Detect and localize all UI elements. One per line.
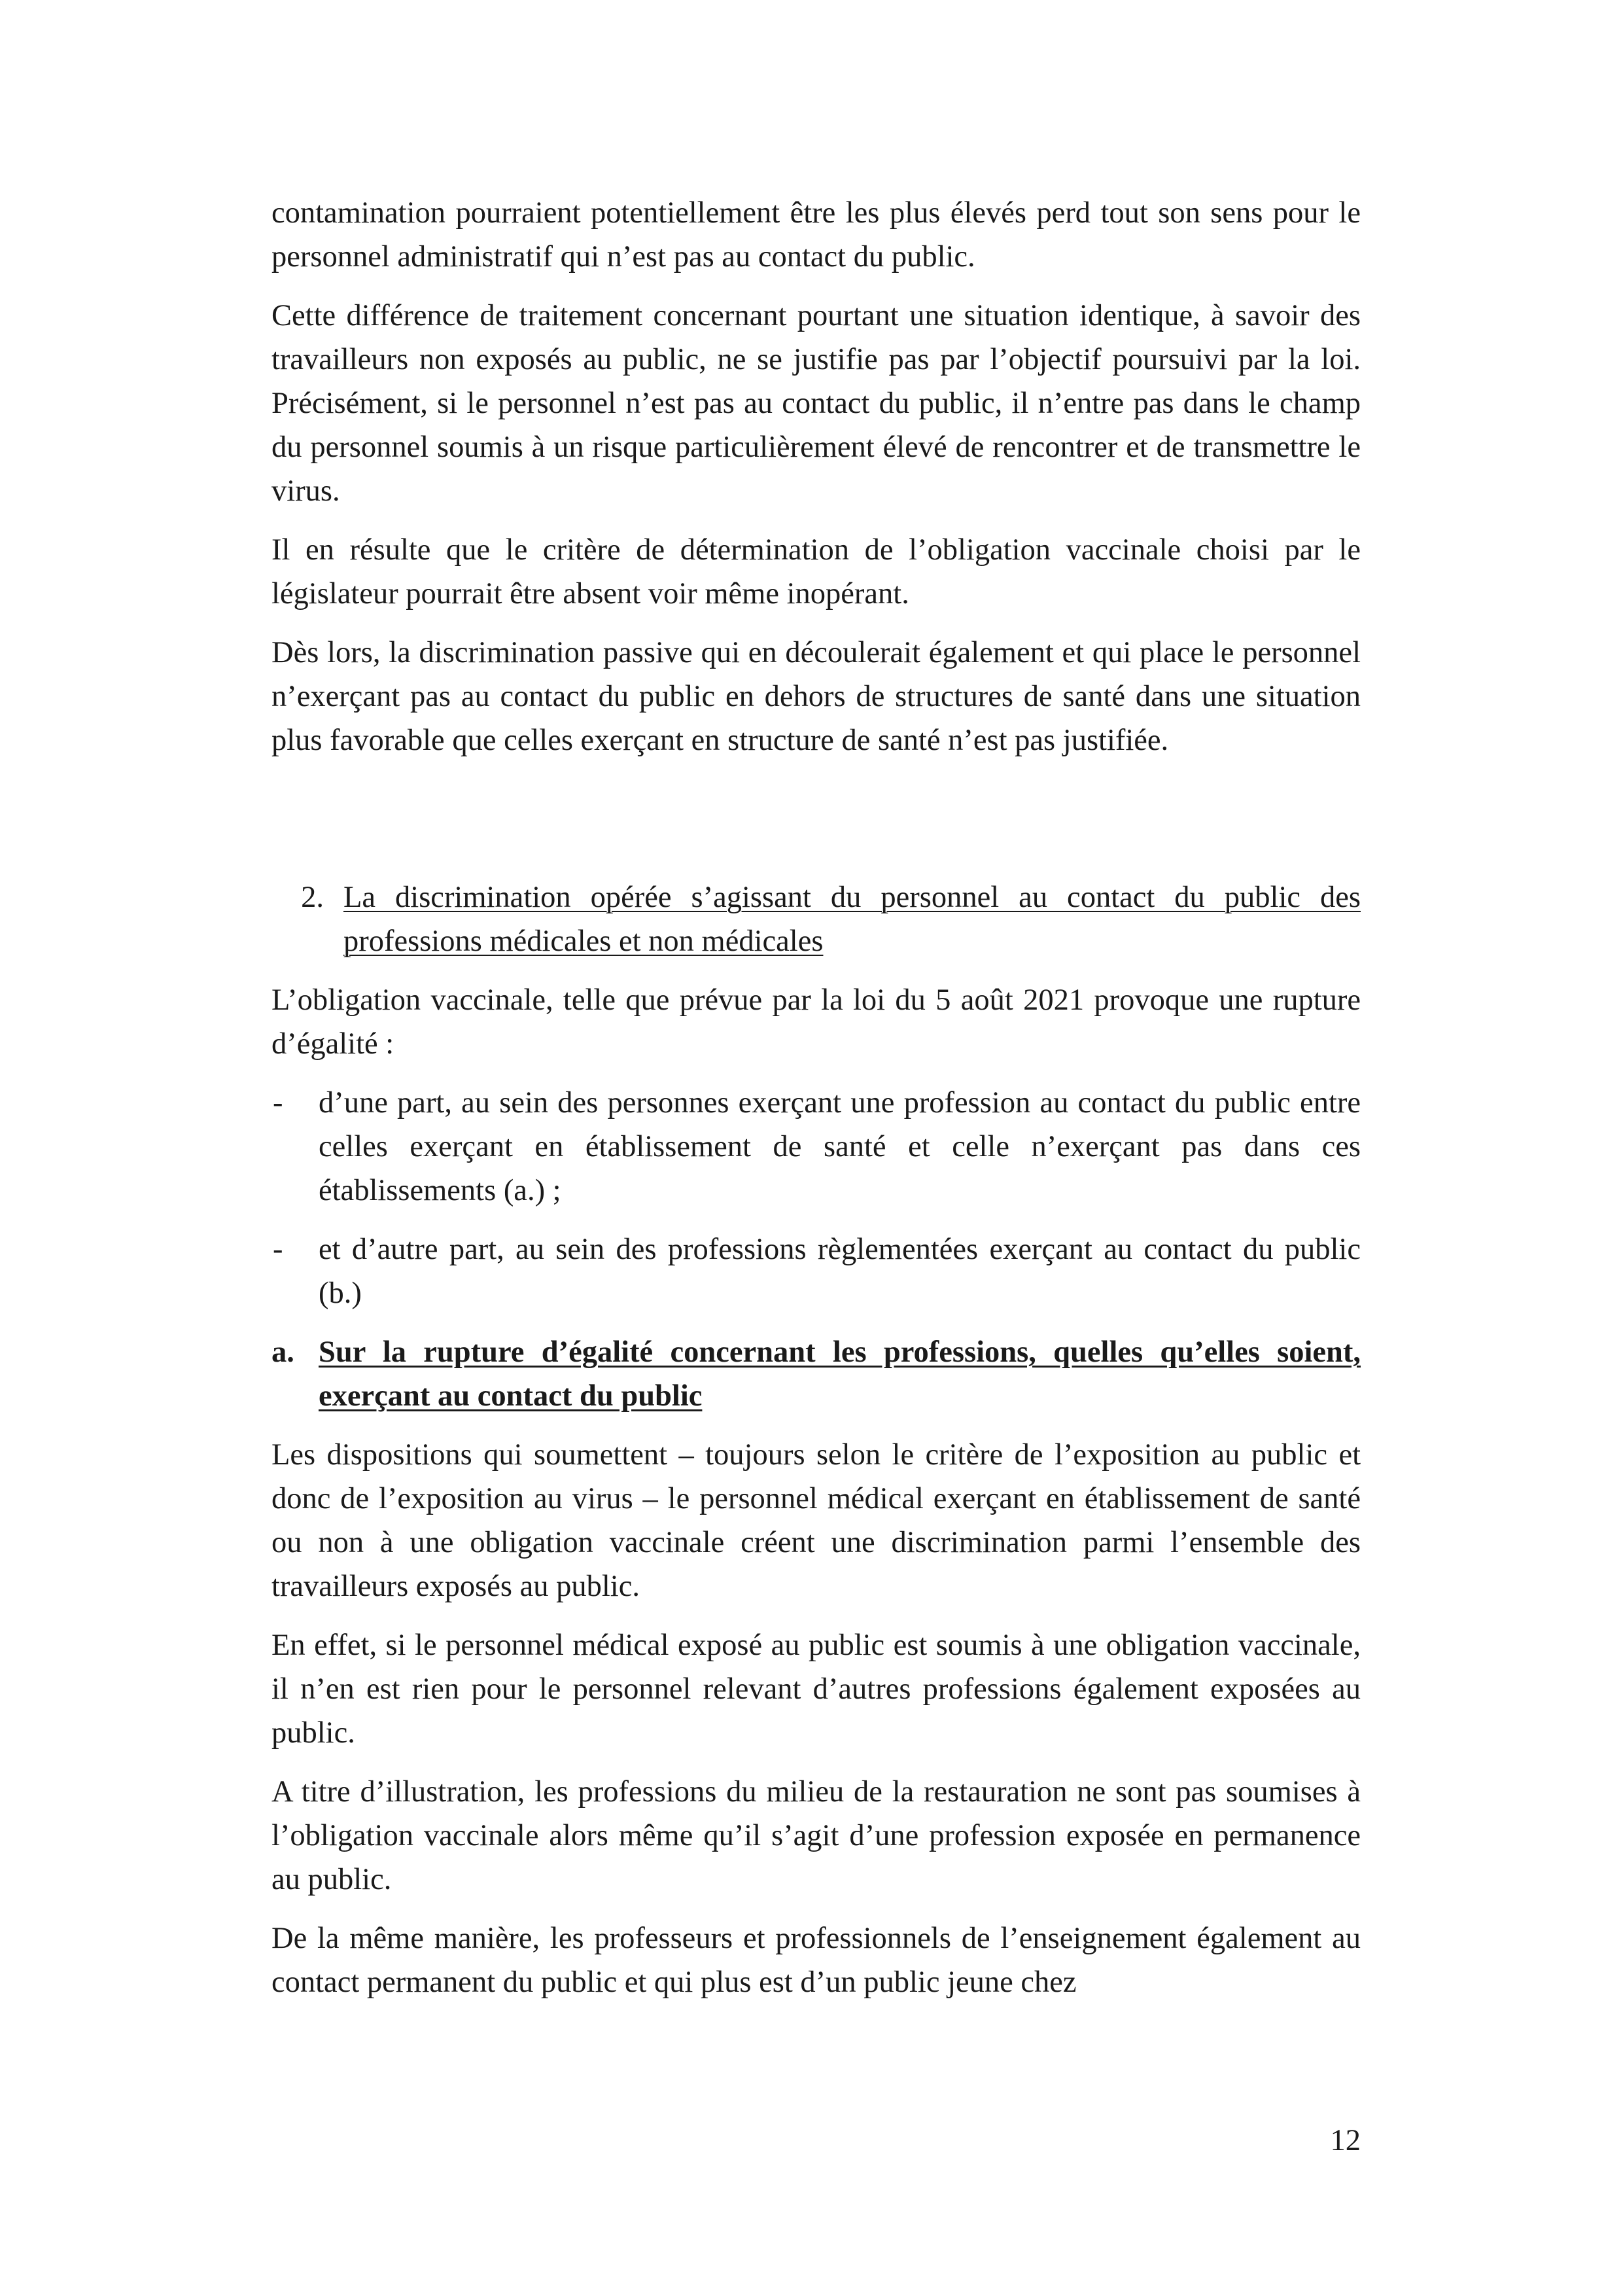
- list-item-text: d’une part, au sein des personnes exerçant une profession au contact du public entre celles exerçant en établissement de santé et celle n’exerçant pas dans ces établissements (a.) ;: [319, 1086, 1361, 1207]
- paragraph-critere: Il en résulte que le critère de détermination de l’obligation vaccinale choisi par le législateur pourrait être absent voir même inopérant.: [271, 533, 1361, 610]
- list-dash: -: [273, 1086, 283, 1120]
- paragraph-difference-traitement: Cette différence de traitement concernant pourtant une situation identique, à savoir des travailleurs non exposés au public, ne se justifie pas par l’objectif poursuivi par la loi. Précisément, si le personnel n’est pas au contact du public, il n’entre pas dans le champ du personnel soumis à un risque particulièrement élevé de rencontrer et de transmettre le virus.: [271, 299, 1361, 508]
- paragraph-contamination: contamination pourraient potentiellement être les plus élevés perd tout son sens pour le personnel administratif qui n’est pas au contact du public.: [271, 196, 1361, 274]
- list-item-text: et d’autre part, au sein des professions règlementées exerçant au contact du public (b.): [319, 1233, 1361, 1310]
- paragraph-obligation-vaccinale: L’obligation vaccinale, telle que prévue par la loi du 5 août 2021 provoque une rupture d’égalité :: [271, 983, 1361, 1061]
- list-item: [271, 1227, 1361, 1315]
- paragraph-dispositions: Les dispositions qui soumettent – toujours selon le critère de l’exposition au public et donc de l’exposition au virus – le personnel médical exerçant en établissement de santé ou non à une obligation vaccinale créent une discrimination parmi l’ensemble des travailleurs exposés au public.: [271, 1438, 1361, 1603]
- list-dash: -: [273, 1233, 283, 1266]
- paragraph-enseignement: De la même manière, les professeurs et professionnels de l’enseignement également au contact permanent du public et qui plus est d’un public jeune chez: [271, 1922, 1361, 1999]
- section-2-title: La discrimination opérée s’agissant du personnel au contact du public des professions médicales et non médicales: [343, 881, 1361, 958]
- paragraph-en-effet: En effet, si le personnel médical exposé au public est soumis à une obligation vaccinale, il n’en est rien pour le personnel relevant d’autres professions également exposées au public.: [271, 1629, 1361, 1750]
- subsection-a-title: Sur la rupture d’égalité concernant les professions, quelles qu’elles soient, exerçant au contact du public: [319, 1335, 1361, 1413]
- paragraph-illustration: A titre d’illustration, les professions du milieu de la restauration ne sont pas soumises à l’obligation vaccinale alors même qu’il s’agit d’une profession exposée en permanence au public.: [271, 1775, 1361, 1896]
- paragraph-discrimination-passive: Dès lors, la discrimination passive qui en découlerait également et qui place le personnel n’exerçant pas au contact du public en dehors de structures de santé dans une situation plus favorable que celles exerçant en structure de santé n’est pas justifiée.: [271, 636, 1361, 757]
- subsection-a-heading: [271, 1330, 1361, 1418]
- section-2-heading: [271, 875, 1361, 963]
- subsection-a-letter: a.: [271, 1335, 294, 1369]
- page-body: [271, 191, 1361, 2019]
- section-spacer: [271, 777, 1361, 875]
- page-number: 12: [1330, 2124, 1361, 2157]
- list-item: [271, 1081, 1361, 1212]
- section-2-number: 2.: [301, 881, 324, 914]
